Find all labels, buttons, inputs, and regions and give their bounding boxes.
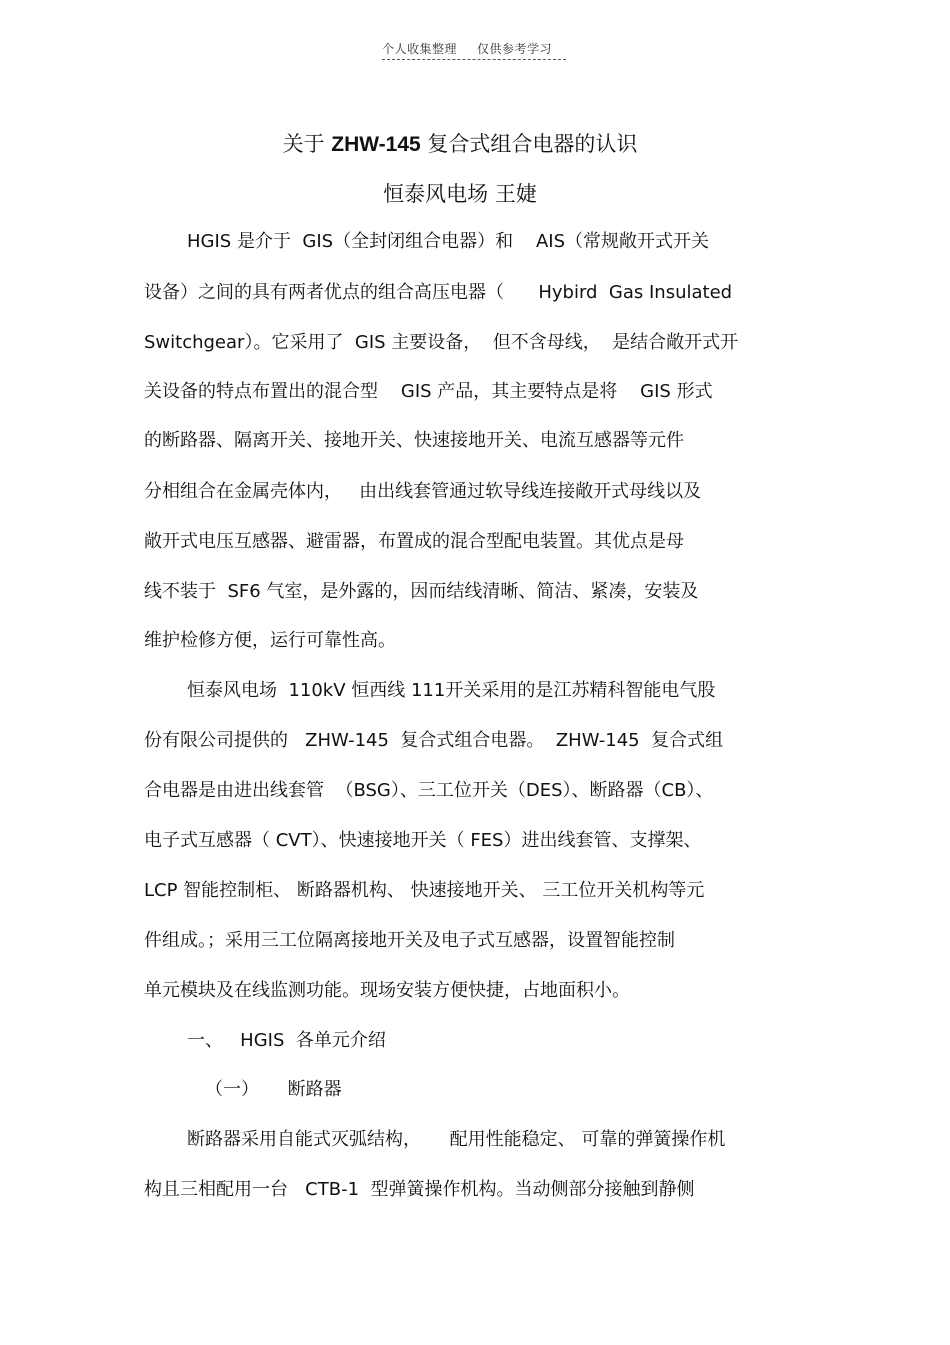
title-model: ZHW-145 <box>331 133 421 156</box>
para2-line6: 件组成。；采用三工位隔离接地开关及电子式互感器，设置智能控制 <box>144 930 675 951</box>
para1-line7: 敞开式电压互感器、避雷器，布置成的混合型配电装置。其优点是母 <box>144 531 684 552</box>
para1-line5: 的断路器、隔离开关、接地开关、快速接地开关、电流互感器等元件 <box>144 430 684 451</box>
para2-line7: 单元模块及在线监测功能。现场安装方便快捷，占地面积小。 <box>144 980 630 1001</box>
section-heading: 一、 HGIS 各单元介绍 <box>187 1030 386 1051</box>
para2-line2: 份有限公司提供的 ZHW-145 复合式组合电器。 ZHW-145 复合式组 <box>144 730 724 751</box>
para1-line3: Switchgear）。它采用了 GIS 主要设备， 但不含母线， 是结合敞开式开 <box>144 332 739 353</box>
para1-line4: 关设备的特点布置出的混合型 GIS 产品，其主要特点是将 GIS 形式 <box>144 381 713 402</box>
para3-line1: 断路器采用自能式灭弧结构， 配用性能稳定、 可靠的弹簧操作机 <box>187 1129 726 1150</box>
para1-line8: 线不装于 SF6 气室，是外露的，因而结线清晰、简洁、紧凑，安装及 <box>144 581 699 602</box>
title-prefix: 关于 <box>282 132 332 156</box>
para2-line1: 恒泰风电场 110kV 恒西线 111开关采用的是江苏精科智能电气股 <box>187 680 716 701</box>
author-line: 恒泰风电场 王婕 <box>383 182 537 206</box>
para2-line3: 合电器是由进出线套管 （BSG）、三工位开关（DES）、断路器（CB）、 <box>144 780 714 801</box>
para3-line2: 构且三相配用一台 CTB-1 型弹簧操作机构。当动侧部分接触到静侧 <box>144 1179 695 1200</box>
page-header <box>382 40 566 60</box>
para1-line6: 分相组合在金属壳体内， 由出线套管通过软导线连接敞开式母线以及 <box>144 481 702 502</box>
title-suffix: 复合式组合电器的认识 <box>420 132 638 156</box>
para1-line2: 设备）之间的具有两者优点的组合高压电器（ Hybird Gas Insulated <box>144 282 733 303</box>
para2-line4: 电子式互感器（ CVT）、快速接地开关（ FES）进出线套管、支撑架、 <box>144 830 702 851</box>
para1-line1: HGIS 是介于 GIS（全封闭组合电器）和 AIS（常规敞开式开关 <box>187 231 709 252</box>
document-title <box>0 128 920 158</box>
para1-line9: 维护检修方便，运行可靠性高。 <box>144 630 396 651</box>
header-right-text: 仅供参考学习 <box>477 42 553 56</box>
header-left-text: 个人收集整理 <box>382 42 458 56</box>
para2-line5: LCP 智能控制柜、 断路器机构、 快速接地开关、 三工位开关机构等元 <box>144 880 705 901</box>
subsection-heading: （一） 断路器 <box>205 1079 342 1100</box>
